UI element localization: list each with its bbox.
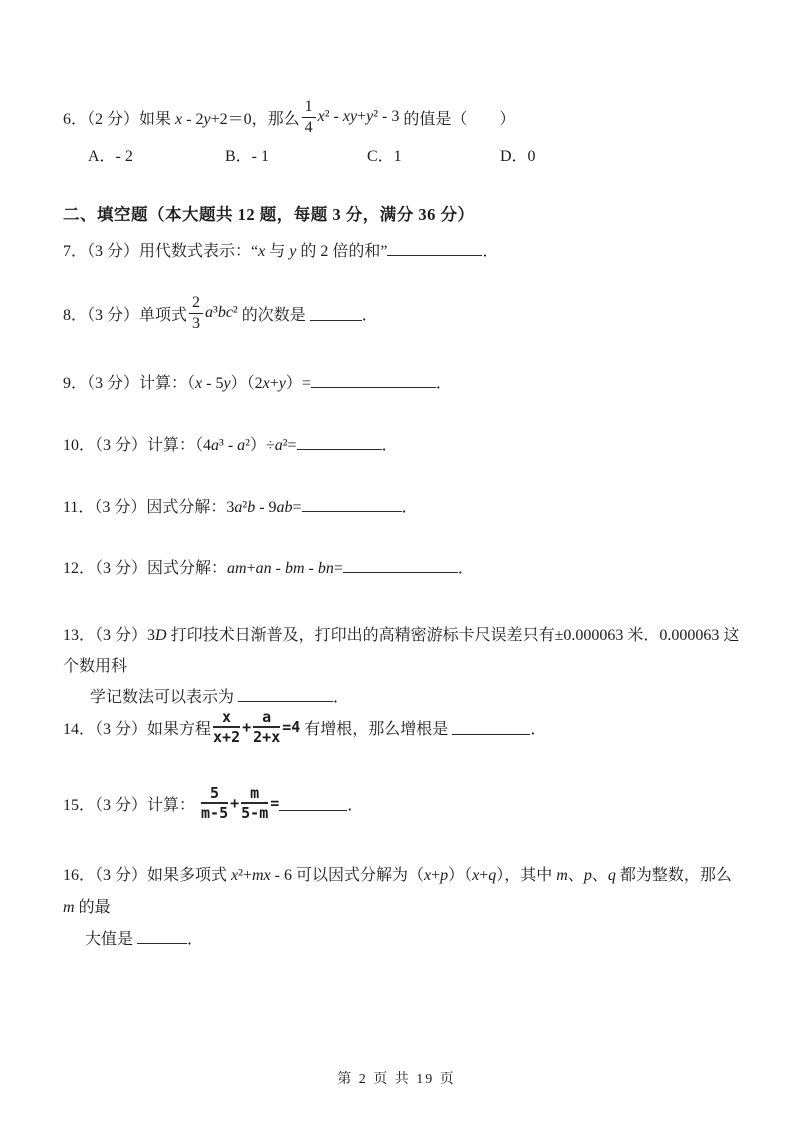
period: ． bbox=[361, 306, 378, 324]
period: ． bbox=[401, 499, 418, 516]
fraction-denominator: x+2 bbox=[213, 728, 241, 746]
fraction-numerator: x bbox=[213, 709, 240, 729]
fraction bbox=[201, 785, 228, 822]
question-6 bbox=[63, 95, 743, 139]
plus-sign: + bbox=[242, 718, 252, 736]
answer-blank bbox=[279, 795, 347, 811]
fraction-denominator: 5-m bbox=[241, 804, 269, 822]
equation: （4a³ - a²）÷a²= bbox=[195, 437, 297, 454]
period: ． bbox=[187, 931, 204, 948]
question-text-line2: 大值是 ． bbox=[85, 924, 743, 956]
equals-sign: = bbox=[270, 794, 280, 812]
question-7 bbox=[63, 240, 743, 262]
question-text-line1: 16．（3 分）如果多项式 x²+mx - 6 可以因式分解为（x+p）（x+q），其中 m、p、q 都为整数，那么 m 的最 bbox=[63, 867, 736, 916]
answer-blank bbox=[311, 372, 436, 388]
fraction-numerator: 5 bbox=[201, 785, 228, 805]
question-text: 12．（3 分）因式分解： bbox=[63, 560, 228, 577]
answer-blank bbox=[297, 434, 382, 450]
question-11 bbox=[63, 496, 743, 518]
fraction bbox=[241, 785, 268, 822]
equation: x - 2y+2＝0 bbox=[175, 110, 252, 128]
question-text: 14．（3 分）如果方程 bbox=[63, 720, 212, 738]
fraction-numerator: a bbox=[253, 709, 280, 729]
question-16 bbox=[63, 860, 743, 956]
option-d: D．0 bbox=[500, 148, 536, 165]
question-8 bbox=[63, 291, 743, 335]
answer-blank bbox=[452, 719, 530, 735]
answer-blank bbox=[387, 240, 482, 256]
option-a: A．- 2 bbox=[88, 148, 133, 165]
period: ． bbox=[347, 796, 364, 814]
question-text: ，那么 bbox=[251, 110, 300, 128]
plus-sign: + bbox=[230, 794, 240, 812]
question-text: 9．（3 分）计算： bbox=[63, 375, 188, 392]
question-13 bbox=[63, 620, 743, 713]
question-text: 11．（3 分）因式分解： bbox=[63, 499, 227, 516]
fraction bbox=[213, 709, 240, 746]
period: ． bbox=[333, 689, 350, 706]
question-text: 6．（2 分）如果 bbox=[63, 110, 176, 128]
option-b: B．- 1 bbox=[225, 148, 270, 165]
equals-value: =4 bbox=[282, 718, 301, 736]
answer-blank bbox=[137, 928, 187, 944]
period: ． bbox=[435, 375, 452, 392]
equation: am+an - bm - bn= bbox=[227, 560, 343, 577]
question-text: 有增根，那么增根是 bbox=[300, 720, 453, 738]
fraction-numerator: 2 bbox=[189, 294, 203, 314]
question-text: 15．（3 分）计算： bbox=[63, 796, 200, 814]
answer-blank bbox=[238, 686, 333, 702]
equation: a³bc² bbox=[205, 304, 238, 321]
question-10 bbox=[63, 434, 743, 456]
fraction-numerator: m bbox=[241, 785, 268, 805]
fraction-numerator: 1 bbox=[302, 98, 316, 118]
answer-blank bbox=[343, 557, 458, 573]
fraction bbox=[253, 709, 280, 746]
question-text: 7．（3 分）用代数式表示：“x 与 y 的 2 倍的和” bbox=[63, 243, 388, 260]
question-text: 的值是（ ） bbox=[399, 110, 516, 128]
period: ． bbox=[530, 720, 547, 738]
fraction bbox=[302, 98, 316, 136]
question-text: 8．（3 分）单项式 bbox=[63, 306, 188, 324]
question-14 bbox=[63, 705, 743, 749]
question-text-line1: 13．（3 分）3D 打印技术日渐普及，打印出的高精密游标卡尺误差只有±0.000063 米．0.000063 这个数用科 bbox=[63, 627, 740, 675]
option-c: C．1 bbox=[367, 148, 402, 165]
equation: （x - 5y）（2x+y）= bbox=[187, 375, 311, 392]
question-text: 的次数是 bbox=[237, 306, 310, 324]
equation: 3a²b - 9ab= bbox=[226, 499, 302, 516]
section-header: 二、填空题（本大题共 12 题，每题 3 分，满分 36 分） bbox=[63, 205, 475, 224]
question-text: 10．（3 分）计算： bbox=[63, 437, 196, 454]
question-12 bbox=[63, 557, 743, 579]
fraction-denominator: 3 bbox=[192, 314, 201, 332]
equation: x² - xy+y² - 3 bbox=[317, 108, 400, 125]
question-text-line2: 学记数法可以表示为 ． bbox=[90, 682, 743, 713]
answer-blank bbox=[302, 496, 402, 512]
question-6-options bbox=[63, 143, 743, 163]
fraction-denominator: 2+x bbox=[253, 728, 281, 746]
fraction bbox=[189, 294, 203, 332]
fraction-denominator: 4 bbox=[304, 118, 313, 136]
period: ． bbox=[381, 437, 398, 454]
question-15 bbox=[63, 781, 743, 825]
fraction-denominator: m-5 bbox=[201, 804, 229, 822]
question-9 bbox=[63, 372, 743, 394]
answer-blank bbox=[310, 305, 362, 321]
period: ． bbox=[482, 243, 499, 260]
period: ． bbox=[457, 560, 474, 577]
footer-page-number: 第 2 页 共 19 页 bbox=[337, 1072, 456, 1087]
